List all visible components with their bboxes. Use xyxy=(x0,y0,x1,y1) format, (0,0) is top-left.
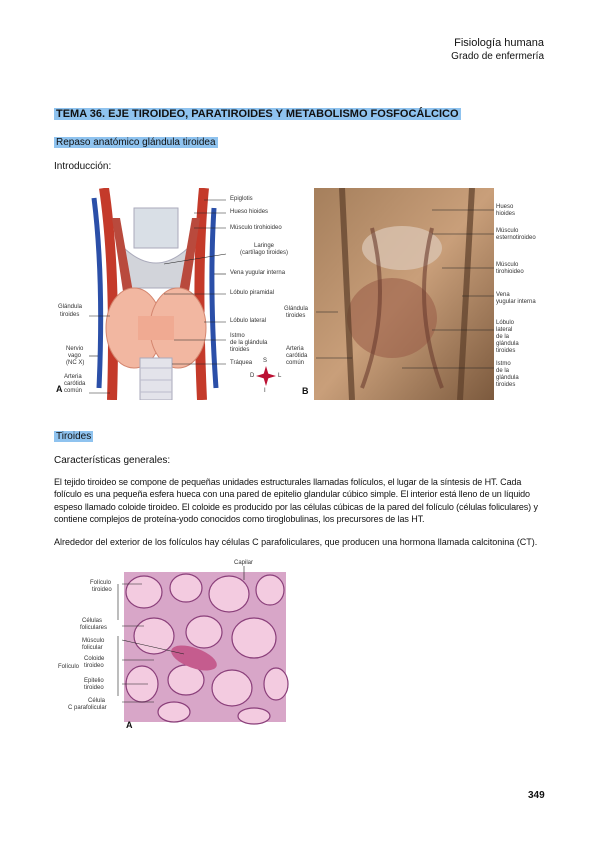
paragraph-follicles: El tejido tiroideo se compone de pequeñas unidades estructurales llamadas folículos, el lugar de la síntesis de HT. Cada folículo es una pequeña esfera hueca con una pared de epitelio glandular cúbico simple. El interior está lleno de un líquido espeso llamado coloide tiroideo. El coloide es producido por las células cúbicas de la pared del folículo (células foliculares) y contiene complejos de proteína-yodo conocidos como tiroglobulinas, los precursores de las HT. xyxy=(54,477,538,525)
b-label-lobulo: Lóbulo xyxy=(496,320,515,326)
label-cartilago: (cartílago tiroides) xyxy=(240,250,289,256)
c-label-foliculo: Folículo xyxy=(90,580,112,586)
c-label-foliculo-group: Folículo xyxy=(58,664,80,670)
b-label-comun: común xyxy=(286,360,305,366)
b-label-arteria: Arteria xyxy=(286,346,304,352)
b-label-tiroides1: tiroides xyxy=(496,348,516,354)
b-label-glandula2: glándula xyxy=(496,375,519,381)
c-label-celulas: Células xyxy=(82,618,103,624)
c-label-musculo: Músculo xyxy=(82,638,105,644)
caracteristicas-heading: Características generales: xyxy=(54,455,171,466)
label-glandula-2: tiroides xyxy=(60,312,80,318)
c-label-parafolicular: C parafolicular xyxy=(68,705,107,711)
intro-heading: Introducción: xyxy=(54,161,112,172)
label-lobulo-piramidal: Lóbulo piramidal xyxy=(230,290,275,296)
label-vena-yugular: Vena yugular interna xyxy=(230,270,286,276)
b-label-musculo1: Músculo xyxy=(496,228,519,234)
c-label-epitelio-2: tiroideo xyxy=(84,685,104,691)
b-label-carotida: carótida xyxy=(286,353,308,359)
compass-i: I xyxy=(264,388,266,394)
page-number: 349 xyxy=(528,790,545,801)
figure-letter-c: A xyxy=(126,720,133,730)
c-label-capilar: Capilar xyxy=(234,560,254,566)
label-carotida: carótida xyxy=(64,381,86,387)
b-label-lateral: lateral xyxy=(496,327,513,333)
b-label-musculo2: Músculo xyxy=(496,262,519,268)
b-label-tirohioideo: tirohioideo xyxy=(496,269,524,275)
c-label-folicular: folicular xyxy=(82,645,103,651)
chapter-title: TEMA 36. EJE TIROIDEO, PARATIROIDES Y METABOLISMO FOSFOCÁLCICO xyxy=(56,108,459,120)
b-label-tiroides-left: tiroides xyxy=(286,313,306,319)
c-label-coloide-2: tiroideo xyxy=(84,663,104,669)
label-lobulo-lateral: Lóbulo lateral xyxy=(230,318,267,324)
b-label-tiroides2: tiroides xyxy=(496,382,516,388)
figure-letter-b: B xyxy=(302,386,309,396)
b-label-dela1: de la xyxy=(496,334,510,340)
b-label-esternotiroideo: esternotiroideo xyxy=(496,235,536,241)
label-vago: vago xyxy=(68,353,82,359)
b-label-hioides: hioides xyxy=(496,211,516,217)
header-degree: Grado de enfermería xyxy=(451,51,544,62)
c-label-epitelio: Epitelio xyxy=(84,678,104,684)
header-subject: Fisiología humana xyxy=(454,37,544,49)
b-label-vena: Vena xyxy=(496,292,510,298)
c-label-coloide: Coloide xyxy=(84,656,105,662)
b-label-yugular: yugular interna xyxy=(496,299,536,305)
label-istmo-2: de la glándula xyxy=(230,340,268,346)
compass-s: S xyxy=(263,358,268,364)
section-heading-anatomy: Repaso anatómico glándula tiroidea xyxy=(56,137,216,148)
compass-d: D xyxy=(250,373,255,379)
b-label-glandula1: glándula xyxy=(496,341,519,347)
section-heading-tiroides: Tiroides xyxy=(56,431,92,442)
label-traquea: Tráquea xyxy=(230,360,253,366)
course-header xyxy=(451,37,544,63)
label-epiglotis: Epiglotis xyxy=(230,196,253,202)
label-istmo-3: tiroides xyxy=(230,347,250,353)
label-arteria: Arteria xyxy=(64,374,82,380)
b-label-dela2: de la xyxy=(496,368,510,374)
label-nc: (NC X) xyxy=(66,360,85,366)
label-nervio: Nervio xyxy=(66,346,84,352)
b-label-hueso: Hueso xyxy=(496,204,514,210)
paragraph-parafollicular: Alrededor del exterior de los folículos hay células C parafoliculares, que producen una hormona llamada calcitonina (CT). xyxy=(54,537,538,547)
label-istmo: Istmo xyxy=(230,333,245,339)
label-musculo-tirohioideo: Músculo tirohioideo xyxy=(230,225,282,231)
c-label-celula-c: Célula xyxy=(88,698,106,704)
b-label-istmo: Istmo xyxy=(496,361,511,367)
thyroid-anatomy-illustration xyxy=(54,188,304,400)
c-label-tiroideo: tiroideo xyxy=(92,587,112,593)
label-laringe: Laringe xyxy=(254,243,275,249)
thyroid-histology-figure xyxy=(54,560,304,732)
figure-letter-a: A xyxy=(56,384,63,394)
compass-l: L xyxy=(278,373,282,379)
b-label-glandula-left: Glándula xyxy=(284,306,309,312)
label-glandula: Glándula xyxy=(58,304,83,310)
c-label-foliculares: foliculares xyxy=(80,625,108,631)
label-comun: común xyxy=(64,388,83,394)
label-hueso-hioides: Hueso hioides xyxy=(230,209,269,215)
thyroid-dissection-photo xyxy=(282,188,546,400)
